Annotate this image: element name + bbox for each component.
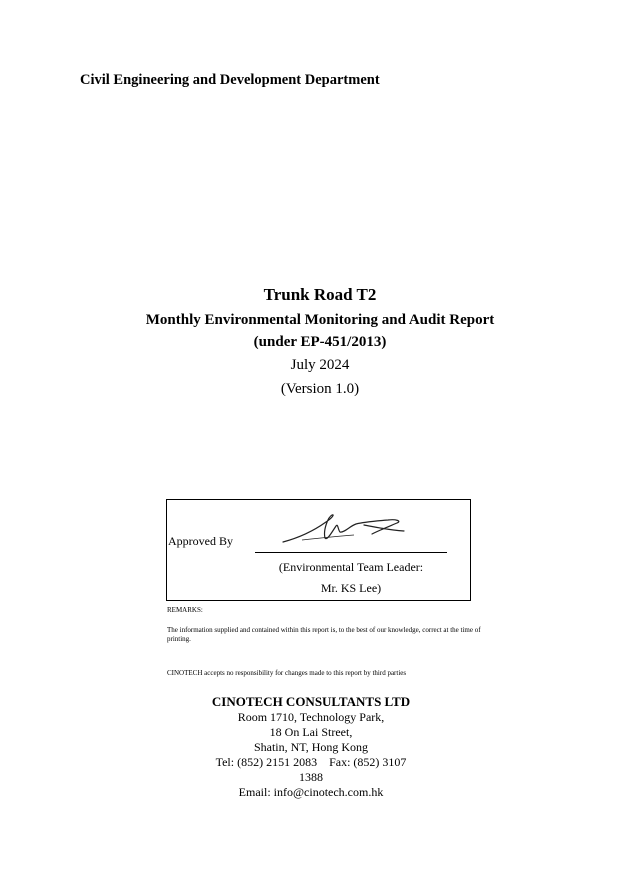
company-name: CINOTECH CONSULTANTS LTD <box>211 694 411 709</box>
department-heading: Civil Engineering and Development Department <box>80 72 380 88</box>
signature-image <box>280 508 410 548</box>
ep-reference: (under EP-451/2013) <box>253 334 387 350</box>
report-version: (Version 1.0) <box>280 381 360 397</box>
phone-fax: Tel: (852) 2151 2083 Fax: (852) 3107 <box>215 755 407 769</box>
report-title: Trunk Road T2 <box>263 285 377 304</box>
company-email[interactable]: Email: info@cinotech.com.hk <box>238 785 384 799</box>
report-date: July 2024 <box>290 357 350 373</box>
team-leader-role: (Environmental Team Leader: <box>278 560 424 574</box>
team-leader-name: Mr. KS Lee) <box>320 581 382 595</box>
fax-continuation: 1388 <box>299 770 323 784</box>
report-subtitle: Monthly Environmental Monitoring and Audit Report <box>145 312 495 328</box>
address-line-3: Shatin, NT, Hong Kong <box>253 740 369 754</box>
signature-line <box>255 552 447 553</box>
address-line-2: 18 On Lai Street, <box>269 725 353 739</box>
approved-by-label: Approved By <box>168 534 233 548</box>
disclaimer-text: CINOTECH accepts no responsibility for changes made to this report by third parties <box>167 669 407 677</box>
company-block <box>0 694 622 800</box>
remarks-label: REMARKS: <box>167 606 203 614</box>
approval-box <box>166 499 471 601</box>
address-line-1: Room 1710, Technology Park, <box>237 710 385 724</box>
remarks-body: The information supplied and contained within this report is, to the best of our knowledge, correct at the time of printing. <box>167 626 481 643</box>
